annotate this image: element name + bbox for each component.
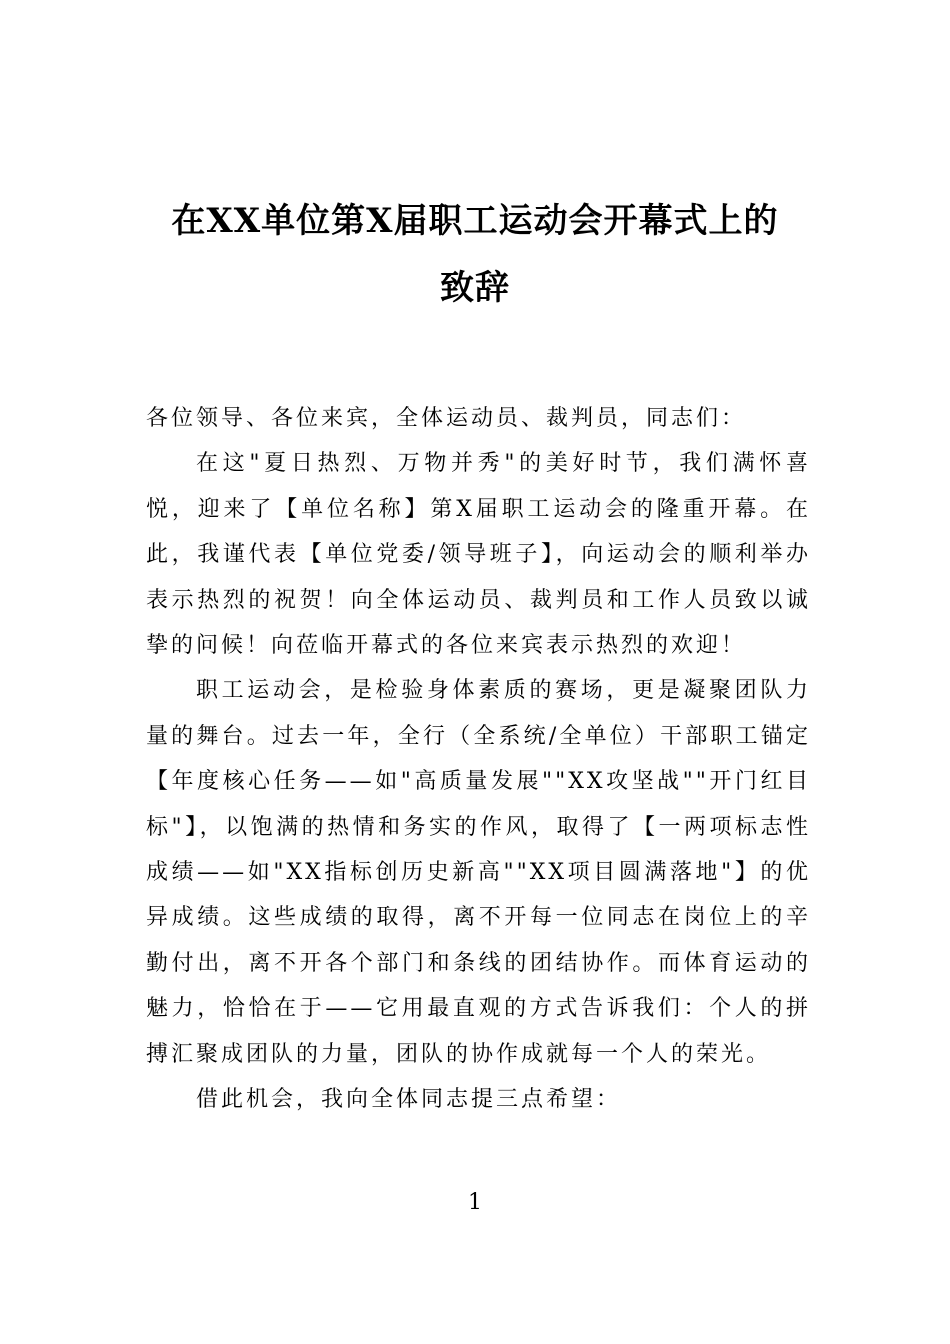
document-title-line-2: 致辞: [440, 268, 510, 308]
document-title-line-1: 在XX单位第X届职工运动会开幕式上的: [171, 201, 779, 241]
paragraph-1: 在这"夏日热烈、万物并秀"的美好时节，我们满怀喜悦，迎来了【单位名称】第X届职工运动会的隆重开幕。在此，我谨代表【单位党委/领导班子】，向运动会的顺利举办表示热烈的祝贺！向全体运动员、裁判员和工作人员致以诚挚的问候！向莅临开幕式的各位来宾表示热烈的欢迎！: [146, 451, 811, 659]
salutation: 各位领导、各位来宾，全体运动员、裁判员，同志们：: [146, 406, 747, 431]
paragraph-2: 职工运动会，是检验身体素质的赛场，更是凝聚团队力量的舞台。过去一年，全行（全系统/全单位）干部职工锚定【年度核心任务——如"高质量发展""XX攻坚战""开门红目标"】，以饱满的热情和务实的作风，取得了【一两项标志性成绩——如"XX指标创历史新高""XX项目圆满落地"】的优异成绩。这些成绩的取得，离不开每一位同志在岗位上的辛勤付出，离不开各个部门和条线的团结协作。而体育运动的魅力，恰恰在于——它用最直观的方式告诉我们：个人的拼搏汇聚成团队的力量，团队的协作成就每一个人的荣光。: [146, 678, 811, 1067]
paragraph-3: 借此机会，我向全体同志提三点希望：: [196, 1087, 622, 1113]
document-body: [146, 396, 811, 1123]
page-number: 1: [468, 1190, 482, 1215]
